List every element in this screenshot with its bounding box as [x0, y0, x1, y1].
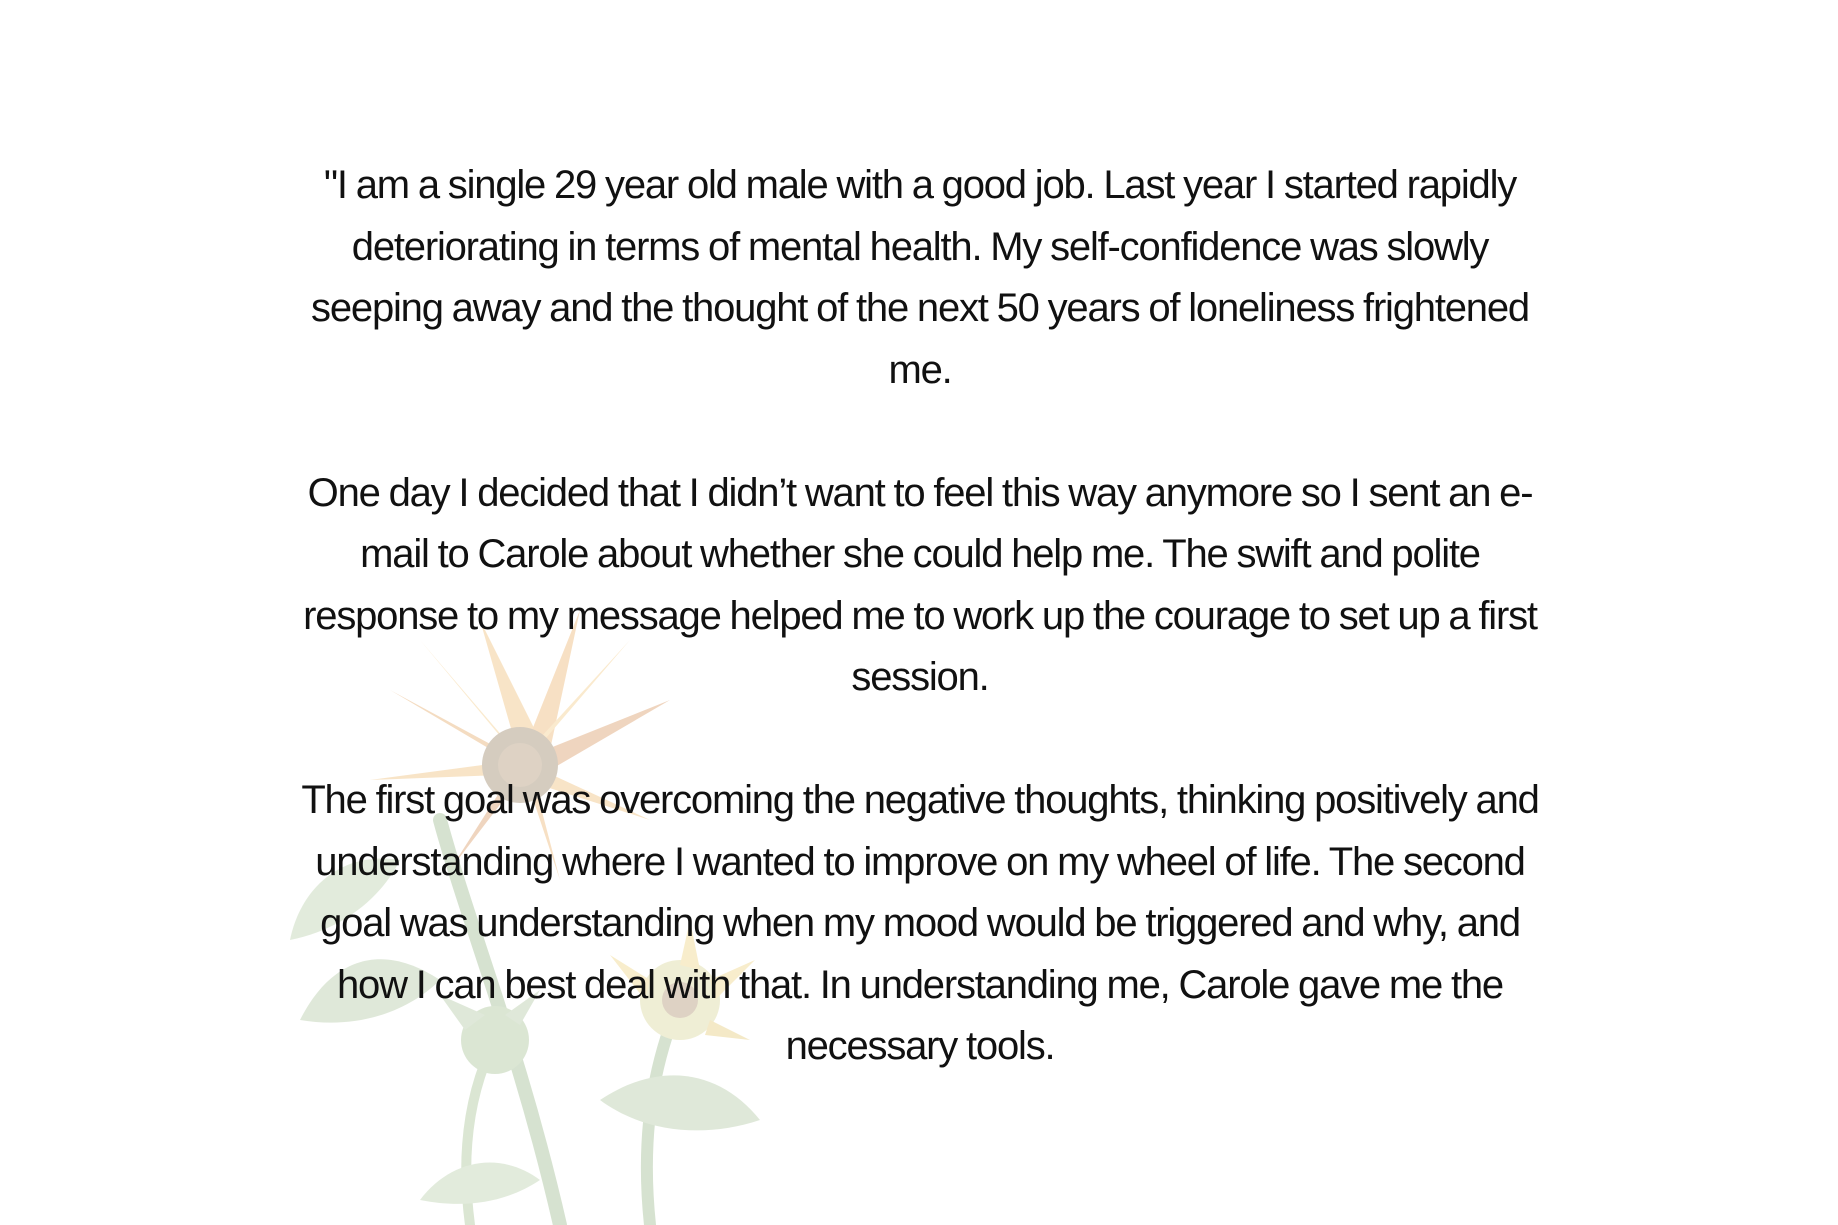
testimonial-paragraph-1: "I am a single 29 year old male with a good job. Last year I started rapidly deteriorating in terms of mental health. My self-confidence was slowly seeping away and the thought of the next 50 years of loneliness frightened me.	[311, 163, 1529, 392]
testimonial-paragraph-2: One day I decided that I didn’t want to feel this way anymore so I sent an e-mail to Carole about whether she could help me. The swift and polite response to my message helped me to work up the courage to set up a first session.	[303, 470, 1537, 699]
testimonial-text	[300, 155, 1540, 1078]
testimonial-paragraph-3: The first goal was overcoming the negative thoughts, thinking positively and understanding where I wanted to improve on my wheel of life. The second goal was understanding when my mood would be triggered and why, and how I can best deal with that. In understanding me, Carole gave me the necessary tools.	[301, 778, 1539, 1068]
